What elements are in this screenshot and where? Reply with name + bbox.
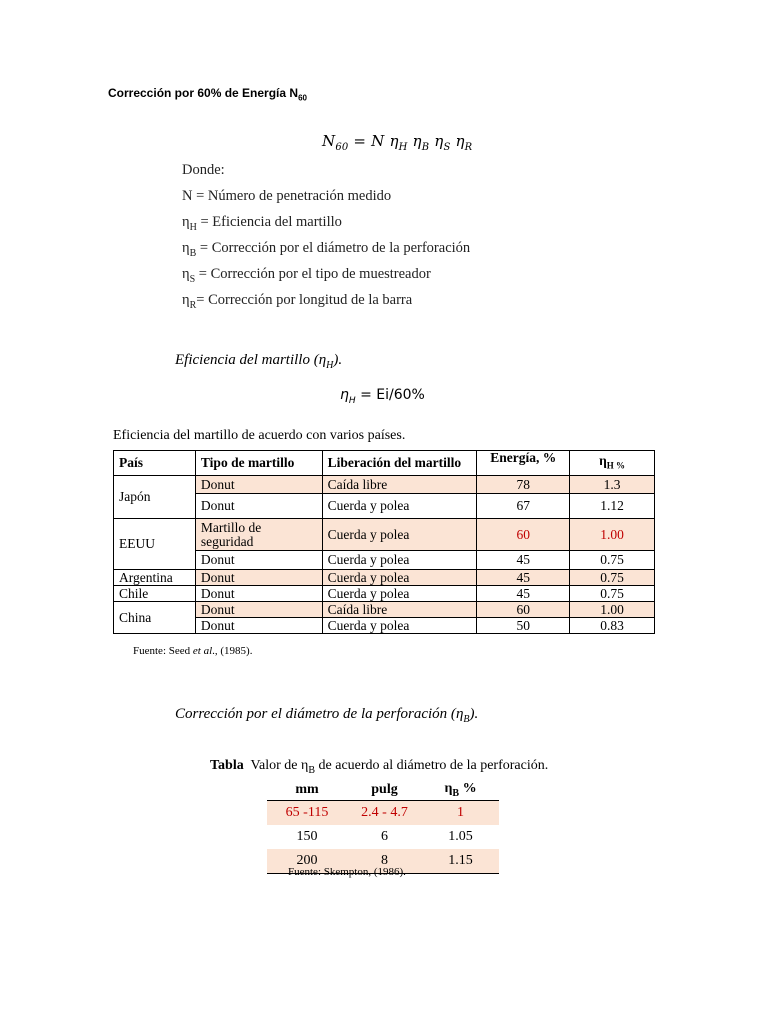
hammer-efficiency-table xyxy=(113,450,655,634)
table-cell: Donut xyxy=(195,570,322,586)
table-cell: 6 xyxy=(381,829,388,844)
table-row xyxy=(114,551,655,570)
table2-source: Fuente: Skempton, (1986). xyxy=(288,866,406,878)
table-header: mm xyxy=(267,780,347,801)
table-row xyxy=(267,825,499,849)
table-cell: Cuerda y polea xyxy=(322,551,477,570)
table-cell: 67 xyxy=(477,494,570,519)
table-cell: 0.75 xyxy=(570,570,655,586)
table-row xyxy=(267,801,499,826)
definition-item: $\eta_H$ = Eficiencia del martillo xyxy=(182,214,342,233)
table-cell: Cuerda y polea xyxy=(322,494,477,519)
table-header: Liberación del martillo xyxy=(322,451,477,476)
table-header: $\eta_{H \%}$ xyxy=(570,451,655,476)
definition-item: Donde: xyxy=(182,162,225,178)
table-cell: Cuerda y polea xyxy=(322,519,477,551)
table-cell: 0.83 xyxy=(570,618,655,634)
table-cell: Japón xyxy=(114,476,196,519)
table-cell: 1.00 xyxy=(570,519,655,551)
table-cell: 78 xyxy=(477,476,570,494)
table-header-row xyxy=(114,451,655,476)
table-cell: 45 xyxy=(477,551,570,570)
table-cell: 50 xyxy=(477,618,570,634)
table-row xyxy=(114,519,655,551)
table-cell: 0.75 xyxy=(570,551,655,570)
diameter-correction-table xyxy=(267,780,499,874)
table-cell: Cuerda y polea xyxy=(322,618,477,634)
table-header: pulg xyxy=(347,780,422,801)
definition-item: $\eta_B$ = Corrección por el diámetro de la perforación xyxy=(182,240,471,259)
definition-item: N = Número de penetración medido xyxy=(182,188,392,204)
table-row xyxy=(114,618,655,634)
table-cell: 1.05 xyxy=(448,829,473,844)
table-header-row xyxy=(267,780,499,801)
table-cell: Donut xyxy=(195,602,322,618)
table-cell: EEUU xyxy=(114,519,196,570)
definition-item: $\eta_R=$ Corrección por longitud de la barra xyxy=(182,292,413,311)
table1-source: Fuente: Seed et al., (1985). xyxy=(133,645,253,657)
table-cell: Argentina xyxy=(114,570,196,586)
table-cell: 1.3 xyxy=(570,476,655,494)
n60-formula: $N_{60} = N$ $\eta_H$ $\eta_B$ $\eta_S$ $\eta_R$ xyxy=(322,132,473,153)
table-row xyxy=(114,602,655,618)
table-cell: Caída libre xyxy=(322,476,477,494)
table-cell: 1 xyxy=(422,801,499,826)
efficiency-formula: $\eta_H = Ei/60\%$ xyxy=(340,387,425,406)
table-cell: 1.00 xyxy=(570,602,655,618)
table-row xyxy=(114,570,655,586)
table-cell: 45 xyxy=(477,586,570,602)
table-cell: 1.12 xyxy=(570,494,655,519)
table-cell: Donut xyxy=(195,476,322,494)
table-header: País xyxy=(114,451,196,476)
table-row xyxy=(114,586,655,602)
table-cell: Martillo de seguridad xyxy=(195,519,322,551)
section-heading-efficiency: Eficiencia del martillo $(\eta_H)$. xyxy=(175,352,343,371)
table1-caption: Eficiencia del martillo de acuerdo con varios países. xyxy=(113,428,406,443)
table-cell: Cuerda y polea xyxy=(322,570,477,586)
table-header: $\eta_B$ % xyxy=(422,780,499,801)
section-heading-diameter: Corrección por el diámetro de la perforación $(\eta_B)$. xyxy=(175,706,479,725)
table-cell: 60 xyxy=(477,519,570,551)
table-cell: 0.75 xyxy=(570,586,655,602)
table-cell: 2.4 - 4.7 xyxy=(347,801,422,826)
table-cell: China xyxy=(114,602,196,634)
table-cell: 1.15 xyxy=(422,849,499,874)
page-title: Corrección por 60% de Energía $N_{60}$ xyxy=(108,86,307,103)
table-cell: 200 xyxy=(267,849,347,874)
table2-caption: Tabla Valor de $\eta_B$ de acuerdo al diámetro de la perforación. xyxy=(210,758,549,776)
table-cell: Cuerda y polea xyxy=(322,586,477,602)
definitions-list xyxy=(182,160,470,316)
table-row xyxy=(114,476,655,494)
table-header: Tipo de martillo xyxy=(195,451,322,476)
table-header: Energía, % xyxy=(477,451,570,476)
definition-item: $\eta_S$ = Corrección por el tipo de muestreador xyxy=(182,266,431,285)
table-cell: Donut xyxy=(195,586,322,602)
table-row xyxy=(114,494,655,519)
table-cell: 65 -115 xyxy=(267,801,347,826)
table-cell: Donut xyxy=(195,494,322,519)
table-cell: Donut xyxy=(195,618,322,634)
table-cell: 60 xyxy=(477,602,570,618)
table-cell: 45 xyxy=(477,570,570,586)
table-cell: 150 xyxy=(296,829,318,844)
table-cell: Donut xyxy=(195,551,322,570)
table-cell: Chile xyxy=(114,586,196,602)
table-cell: 8 xyxy=(347,849,422,874)
table-cell: Caída libre xyxy=(322,602,477,618)
